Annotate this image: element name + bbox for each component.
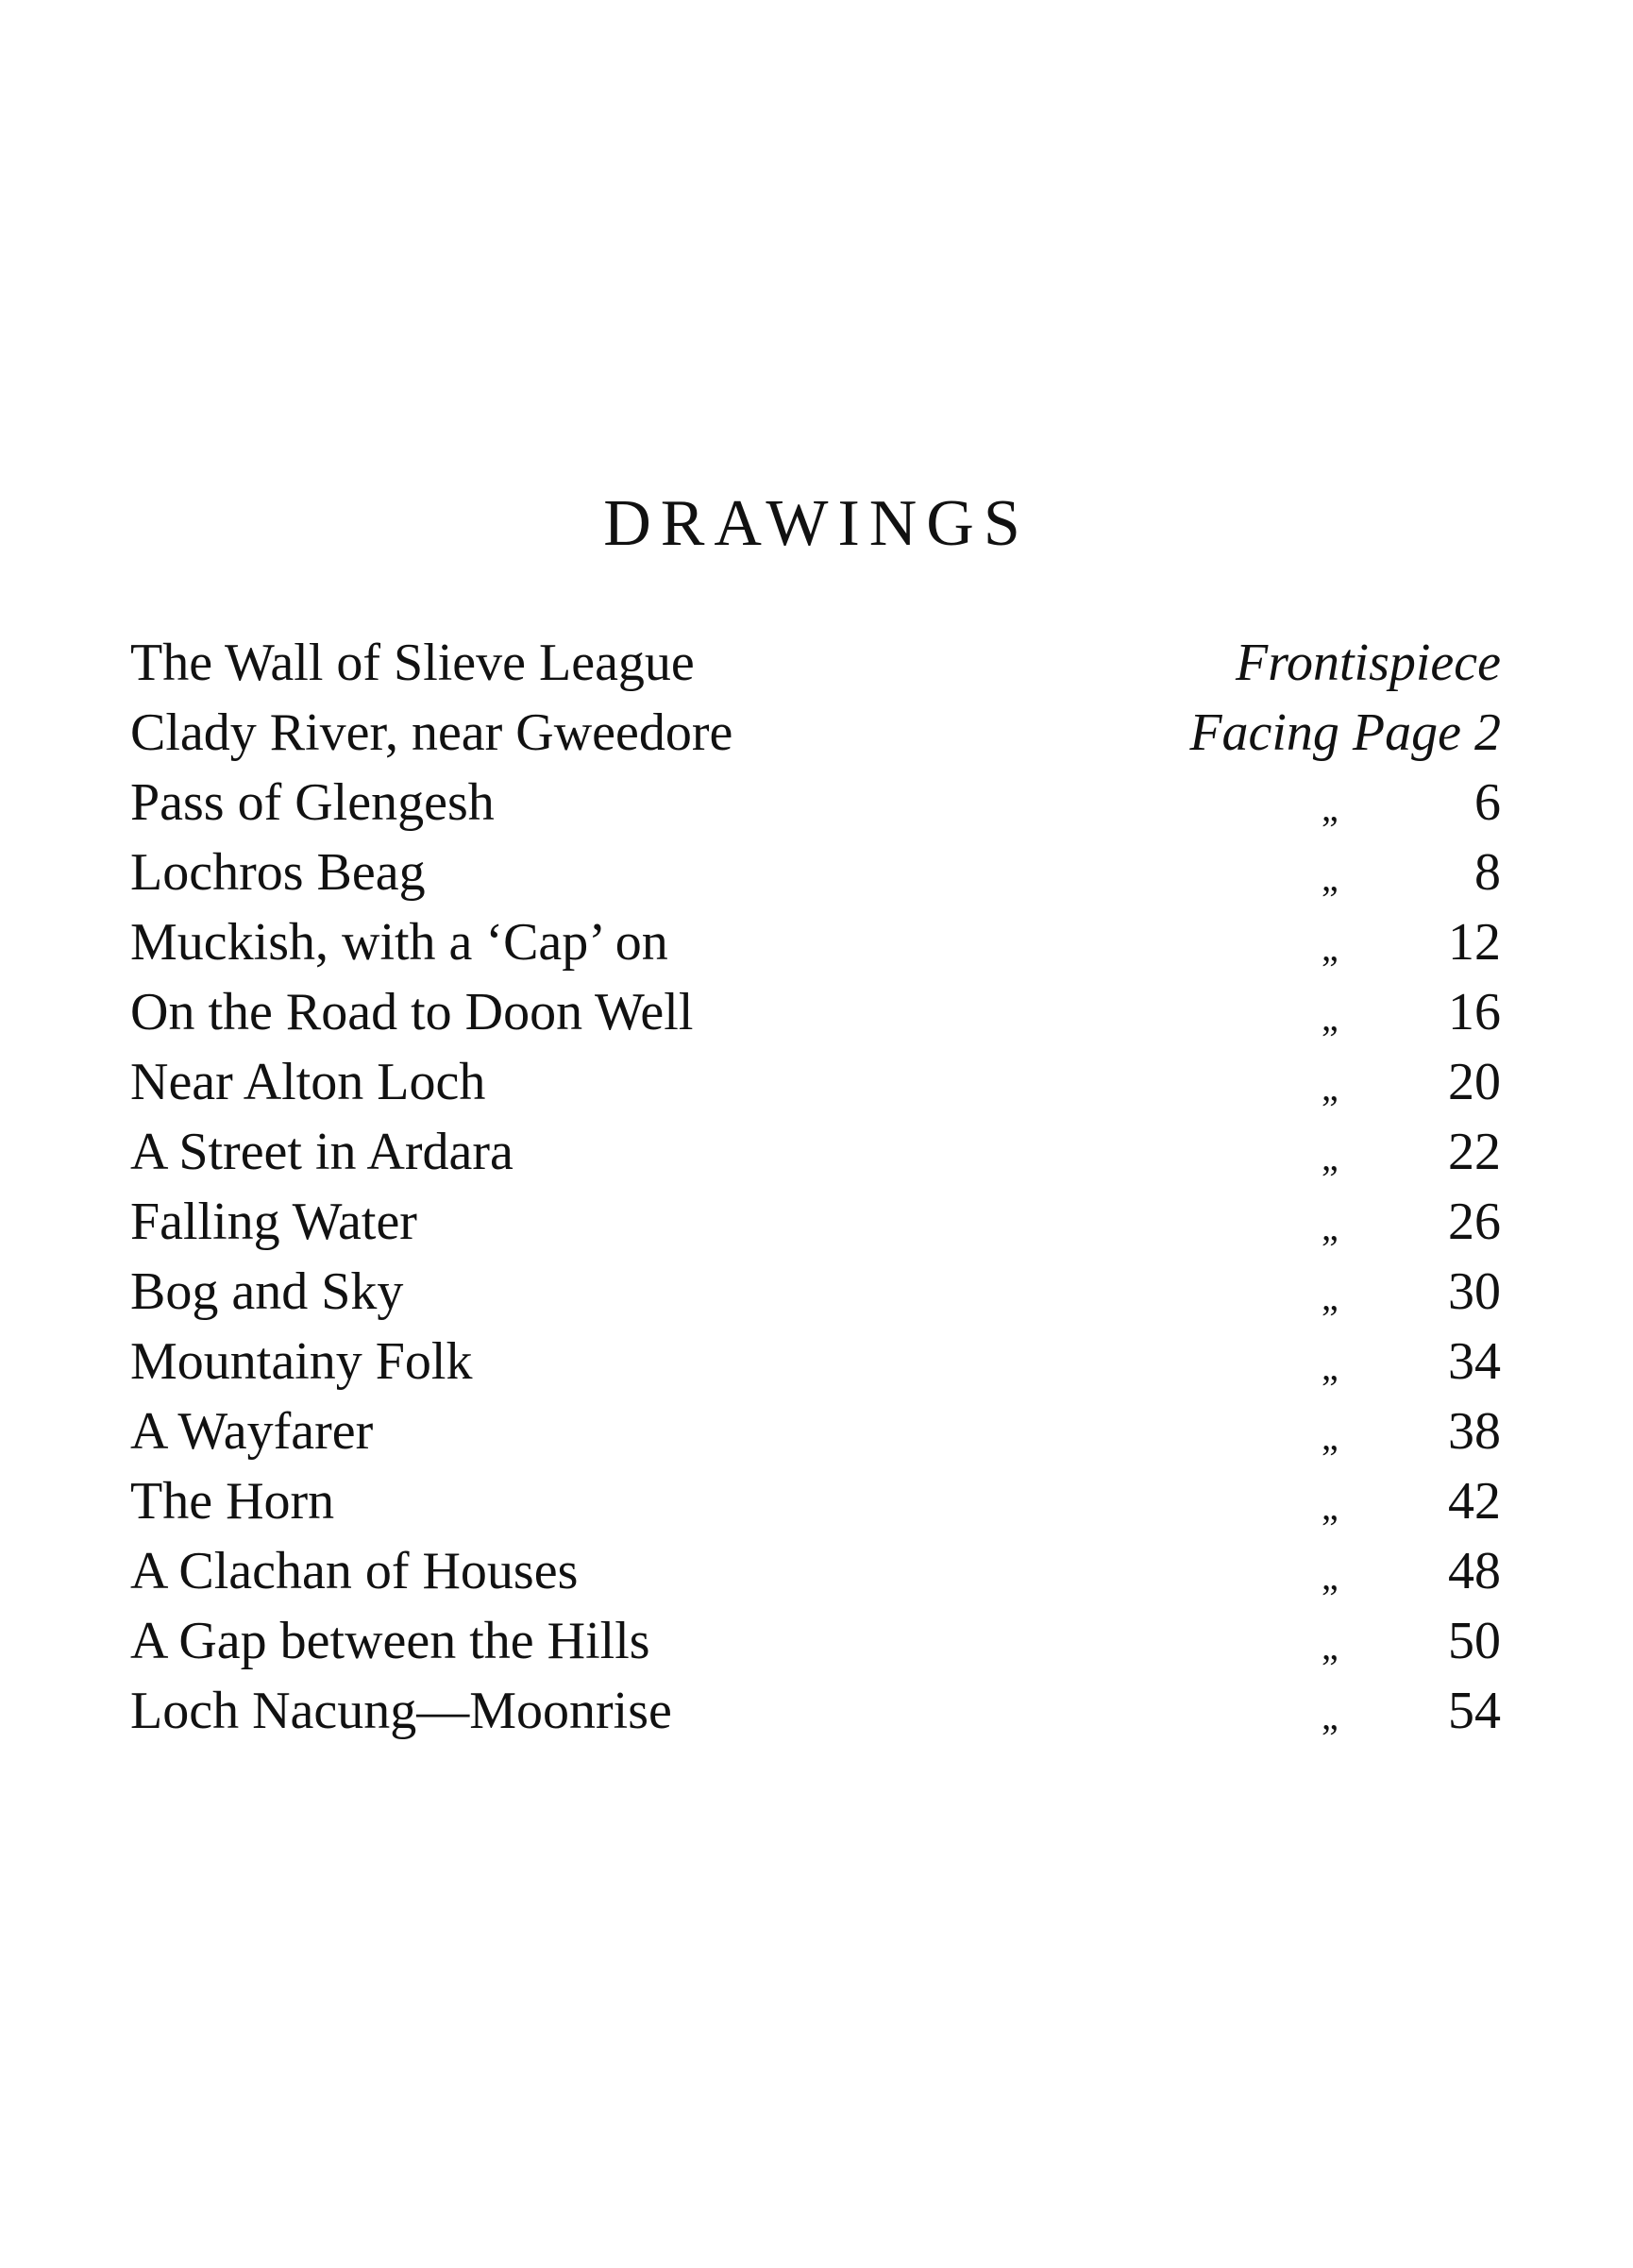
- facing-page-label: Facing Page 2: [1189, 703, 1501, 762]
- ditto-mark: „: [1322, 926, 1338, 969]
- drawings-list: [130, 628, 1501, 1746]
- ditto-mark: „: [1322, 787, 1338, 829]
- ditto-mark: „: [1322, 1695, 1338, 1737]
- list-item: [130, 1536, 1501, 1606]
- list-item: [130, 1606, 1501, 1676]
- list-item: [130, 838, 1501, 907]
- page-number: 42: [1448, 1472, 1501, 1531]
- drawing-title: Near Alton Loch: [130, 1053, 486, 1111]
- ditto-mark: „: [1322, 1276, 1338, 1318]
- ditto-mark: „: [1322, 996, 1338, 1039]
- drawing-title: A Clachan of Houses: [130, 1542, 579, 1600]
- drawing-title: The Horn: [130, 1472, 335, 1531]
- list-item: [130, 977, 1501, 1047]
- page-number: 26: [1448, 1193, 1501, 1251]
- list-item: [130, 1047, 1501, 1117]
- drawing-title: Falling Water: [130, 1193, 417, 1251]
- drawing-title: A Street in Ardara: [130, 1123, 513, 1181]
- list-item: [130, 628, 1501, 698]
- list-item: [130, 1327, 1501, 1396]
- list-item: [130, 907, 1501, 977]
- drawing-title: On the Road to Doon Well: [130, 983, 694, 1041]
- page-number: 8: [1474, 843, 1501, 902]
- page-number: 20: [1448, 1053, 1501, 1111]
- page-number: 22: [1448, 1123, 1501, 1181]
- page-number: 48: [1448, 1542, 1501, 1600]
- list-item: [130, 698, 1501, 768]
- drawing-title: Lochros Beag: [130, 843, 426, 902]
- page-number: 50: [1448, 1612, 1501, 1670]
- drawing-title: Mountainy Folk: [130, 1332, 473, 1391]
- page-number: 16: [1448, 983, 1501, 1041]
- list-item: [130, 768, 1501, 838]
- list-item: [130, 1466, 1501, 1536]
- ditto-mark: „: [1322, 1066, 1338, 1109]
- ditto-mark: „: [1322, 1206, 1338, 1248]
- page-number: 38: [1448, 1402, 1501, 1461]
- list-item: [130, 1117, 1501, 1187]
- drawing-title: Loch Nacung—Moonrise: [130, 1682, 672, 1740]
- page-number: 30: [1448, 1262, 1501, 1321]
- list-item: [130, 1257, 1501, 1327]
- ditto-mark: „: [1322, 856, 1338, 899]
- ditto-mark: „: [1322, 1415, 1338, 1458]
- page-heading: DRAWINGS: [603, 487, 1030, 560]
- ditto-mark: „: [1322, 1625, 1338, 1667]
- drawing-title: Bog and Sky: [130, 1262, 404, 1321]
- page-number: 54: [1448, 1682, 1501, 1740]
- drawing-title: Clady River, near Gweedore: [130, 703, 733, 762]
- ditto-mark: „: [1322, 1555, 1338, 1598]
- drawing-title: Muckish, with a ‘Cap’ on: [130, 913, 668, 972]
- page-number: 34: [1448, 1332, 1501, 1391]
- ditto-mark: „: [1322, 1485, 1338, 1528]
- frontispiece-label: Frontispiece: [1236, 634, 1501, 692]
- drawing-title: The Wall of Slieve League: [130, 634, 695, 692]
- drawing-title: A Gap between the Hills: [130, 1612, 650, 1670]
- list-item: [130, 1187, 1501, 1257]
- page-number: 6: [1474, 773, 1501, 832]
- list-item: [130, 1396, 1501, 1466]
- ditto-mark: „: [1322, 1136, 1338, 1178]
- list-item: [130, 1676, 1501, 1746]
- page-number: 12: [1448, 913, 1501, 972]
- ditto-mark: „: [1322, 1346, 1338, 1388]
- drawing-title: Pass of Glengesh: [130, 773, 495, 832]
- drawing-title: A Wayfarer: [130, 1402, 374, 1461]
